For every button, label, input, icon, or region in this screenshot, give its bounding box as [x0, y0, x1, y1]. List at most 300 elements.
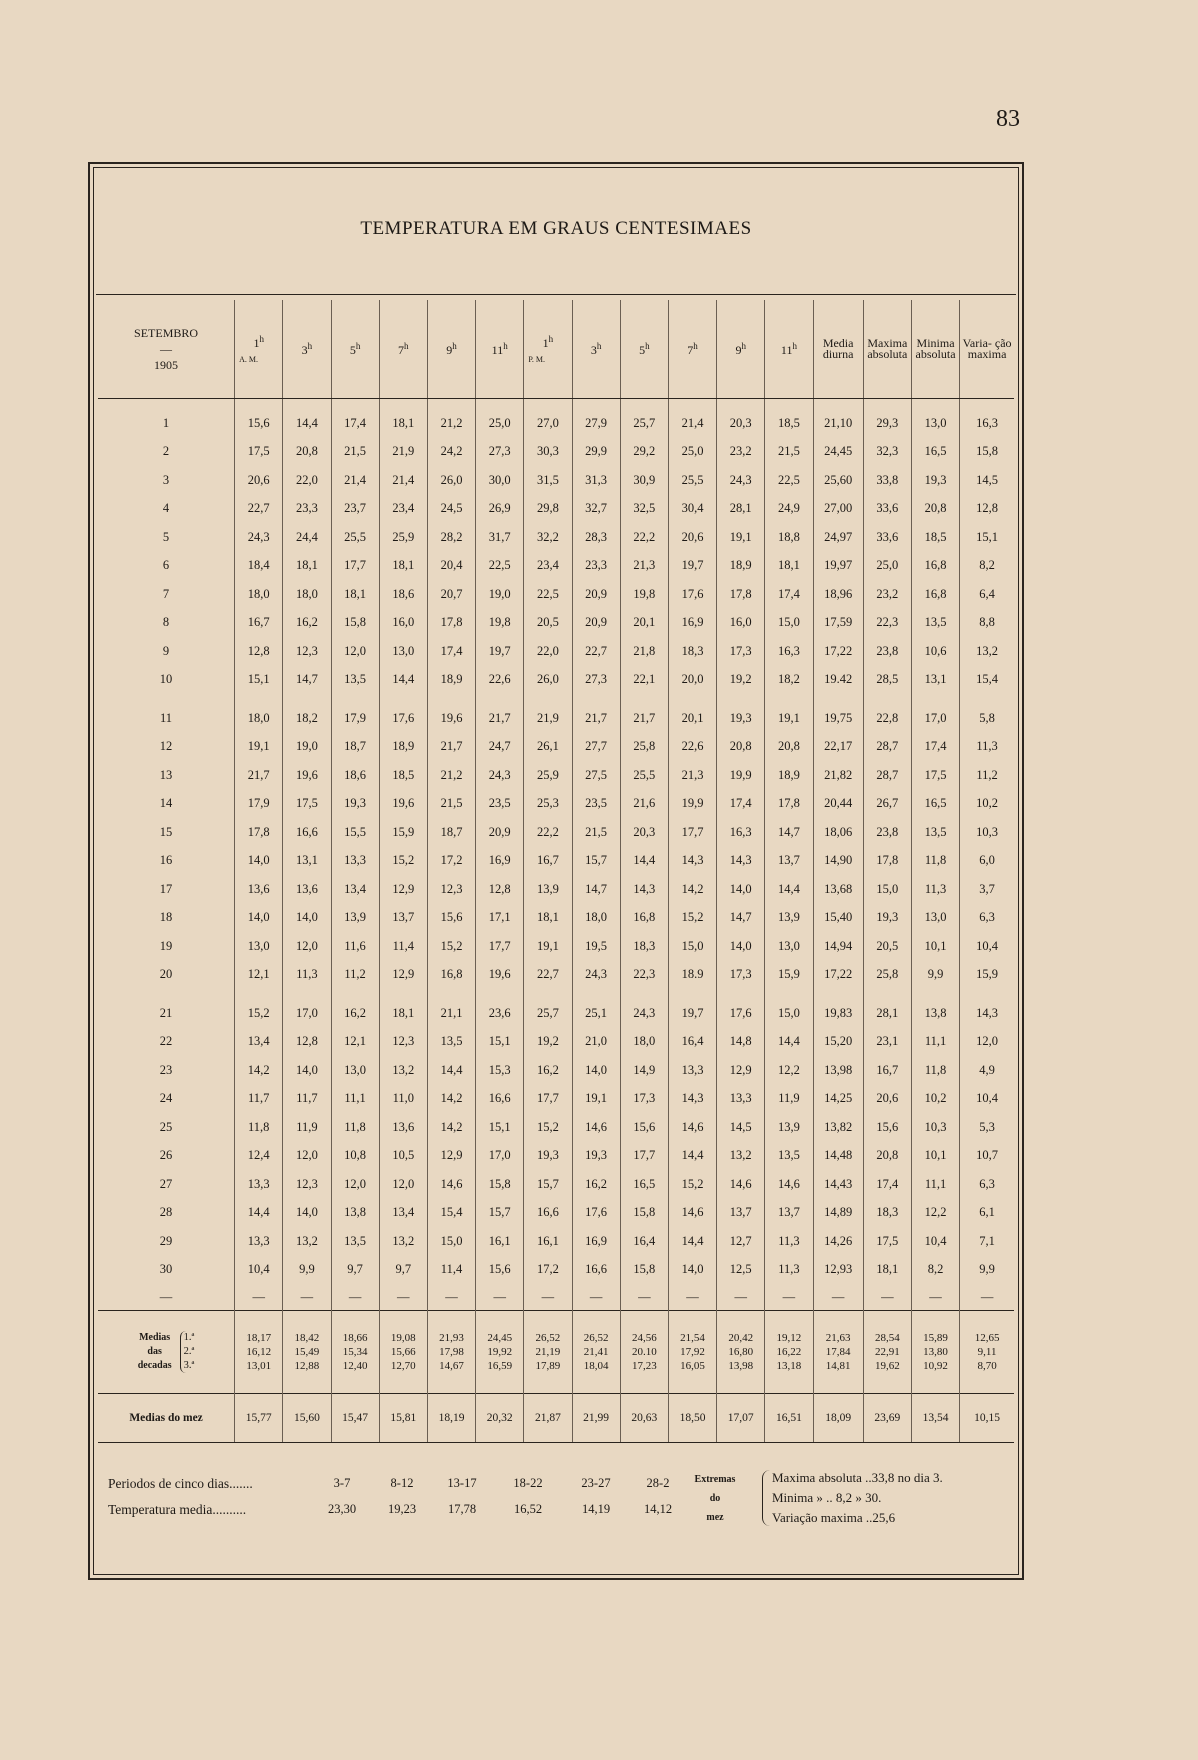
- value-cell: 15,6: [620, 1113, 668, 1142]
- spacer-cell: [668, 694, 716, 704]
- day-cell: 3: [162, 472, 170, 487]
- value-cell: 15,9: [960, 961, 1014, 990]
- value-cell: 23,3: [283, 495, 331, 524]
- value-cell: 10,7: [960, 1142, 1014, 1171]
- spacer-cell: [765, 694, 813, 704]
- day-cell: 5: [162, 529, 170, 544]
- value-cell: 11,3: [765, 1256, 813, 1285]
- hour-header: [427, 300, 475, 399]
- value-cell: 18,0: [235, 580, 283, 609]
- hour-number: 5: [639, 342, 646, 357]
- dash-cell: —: [524, 1284, 572, 1311]
- value-cell: 11,6: [331, 932, 379, 961]
- decade-value-cell: [283, 1311, 331, 1394]
- value-cell: 13,6: [283, 875, 331, 904]
- spacer-cell: [813, 694, 863, 704]
- value-cell: 11,7: [235, 1085, 283, 1114]
- decade-value-cell: [524, 1311, 572, 1394]
- value-cell: 10,4: [960, 1085, 1014, 1114]
- value-cell: 25,0: [863, 552, 911, 581]
- value-cell: 31,7: [476, 523, 524, 552]
- day-cell: 17: [159, 881, 173, 896]
- value-cell: 12,8: [235, 637, 283, 666]
- value-cell: 15,0: [765, 999, 813, 1028]
- spacer-cell: [572, 989, 620, 999]
- value-cell: 11,9: [765, 1085, 813, 1114]
- value-cell: 15,7: [572, 847, 620, 876]
- value-cell: 28,1: [863, 999, 911, 1028]
- value-cell: 16,9: [668, 609, 716, 638]
- value-cell: 33,6: [863, 523, 911, 552]
- value-cell: 11,8: [235, 1113, 283, 1142]
- table-row: [98, 1199, 1014, 1228]
- spacer-cell: [911, 989, 959, 999]
- value-cell: 27,3: [476, 438, 524, 467]
- value-cell: 15,1: [476, 1028, 524, 1057]
- table-body: [98, 399, 1014, 1443]
- value-cell: 15,2: [668, 1170, 716, 1199]
- value-cell: 31,5: [524, 466, 572, 495]
- value-cell: 24,7: [476, 733, 524, 762]
- spacer-cell: [331, 989, 379, 999]
- value-cell: 15,4: [960, 666, 1014, 695]
- value-cell: 18,2: [283, 704, 331, 733]
- value-cell: 9,9: [960, 1256, 1014, 1285]
- table-row: [98, 704, 1014, 733]
- value-cell: 19,3: [717, 704, 765, 733]
- decade-value: 24,56: [631, 1332, 657, 1344]
- value-cell: 32,2: [524, 523, 572, 552]
- value-cell: 17,8: [235, 818, 283, 847]
- value-cell: 18,7: [331, 733, 379, 762]
- decade-value-cell: [620, 1311, 668, 1394]
- spacer-cell: [620, 694, 668, 704]
- value-cell: 26,9: [476, 495, 524, 524]
- value-cell: 13,7: [765, 1199, 813, 1228]
- table-row: [98, 818, 1014, 847]
- hour-number: 5: [349, 342, 356, 357]
- day-cell: 19: [159, 938, 173, 953]
- value-cell: 25,5: [331, 523, 379, 552]
- hour-suffix: h: [355, 340, 361, 351]
- value-cell: 12,0: [283, 932, 331, 961]
- footer-summary: [108, 1464, 1008, 1544]
- value-cell: 25,5: [620, 761, 668, 790]
- value-cell: 23,2: [717, 438, 765, 467]
- hour-number: 1: [253, 336, 260, 350]
- hour-number: 9: [735, 342, 742, 357]
- month-mean-value: 16,51: [765, 1394, 813, 1443]
- hour-number: 3: [590, 342, 597, 357]
- month-mean-value: 20,32: [476, 1394, 524, 1443]
- value-cell: 24,3: [717, 466, 765, 495]
- value-cell: 16,2: [283, 609, 331, 638]
- value-cell: 14,0: [717, 875, 765, 904]
- hour-suffix: h: [693, 340, 698, 351]
- value-cell: 23,7: [331, 495, 379, 524]
- spacer-cell: [863, 399, 911, 410]
- value-cell: 12,1: [331, 1028, 379, 1057]
- value-cell: 18,0: [283, 580, 331, 609]
- value-cell: 11,3: [283, 961, 331, 990]
- value-cell: 33,8: [863, 466, 911, 495]
- value-cell: 18,5: [911, 523, 959, 552]
- value-cell: 17,3: [717, 637, 765, 666]
- value-cell: 12,8: [283, 1028, 331, 1057]
- dash-cell: —: [476, 1284, 524, 1311]
- value-cell: 10,2: [960, 790, 1014, 819]
- value-cell: 27,5: [572, 761, 620, 790]
- spacer-cell: [98, 989, 235, 999]
- value-cell: 17,4: [863, 1170, 911, 1199]
- decade-ordinal: 1.ª: [183, 1332, 195, 1343]
- value-cell: 25,0: [476, 409, 524, 438]
- value-cell: 10,1: [911, 932, 959, 961]
- value-cell: 21,3: [620, 552, 668, 581]
- decade-value: 21,41: [583, 1346, 609, 1358]
- value-cell: 12,0: [331, 1170, 379, 1199]
- decade-value: 16,12: [246, 1346, 272, 1358]
- dash-cell: —: [572, 1284, 620, 1311]
- decade-value: 20,42: [728, 1332, 754, 1344]
- decade-value: 17,92: [680, 1346, 705, 1358]
- value-cell: 23,1: [863, 1028, 911, 1057]
- value-cell: 15,4: [427, 1199, 475, 1228]
- period-temp-value: 14,19: [581, 1502, 611, 1516]
- value-cell: 6,0: [960, 847, 1014, 876]
- decade-ordinal: 2.ª: [183, 1346, 195, 1357]
- value-cell: 12,3: [379, 1028, 427, 1057]
- value-cell: 5,8: [960, 704, 1014, 733]
- value-cell: 13,7: [379, 904, 427, 933]
- table-row: [98, 1256, 1014, 1285]
- decade-value: 10,92: [923, 1360, 948, 1372]
- day-cell: 9: [162, 643, 170, 658]
- value-cell: 11,1: [911, 1170, 959, 1199]
- month-mean-row: [98, 1394, 1014, 1443]
- extreme-min: Minima » .. 8,2 » 30.: [772, 1490, 882, 1505]
- day-cell: 30: [159, 1262, 173, 1277]
- decade-value: 26,52: [535, 1332, 561, 1344]
- value-cell: 16,5: [911, 790, 959, 819]
- value-cell: 18,0: [620, 1028, 668, 1057]
- spacer-cell: [235, 399, 283, 410]
- value-cell: 17,8: [863, 847, 911, 876]
- value-cell: 21,9: [379, 438, 427, 467]
- value-cell: 13,7: [765, 847, 813, 876]
- period-value: 13-17: [447, 1476, 477, 1490]
- value-cell: 12,93: [813, 1256, 863, 1285]
- extreme-variation: Variação maxima ..25,6: [772, 1510, 896, 1525]
- value-cell: 17,5: [283, 790, 331, 819]
- spacer-cell: [283, 694, 331, 704]
- value-cell: 17,59: [813, 609, 863, 638]
- value-cell: 18,1: [524, 904, 572, 933]
- day-cell: 14: [159, 796, 173, 811]
- value-cell: 20,5: [863, 932, 911, 961]
- value-cell: 18,3: [668, 637, 716, 666]
- value-cell: 27,00: [813, 495, 863, 524]
- value-cell: 14,0: [235, 904, 283, 933]
- decade-value: 15,34: [342, 1346, 368, 1358]
- value-cell: 13,82: [813, 1113, 863, 1142]
- value-cell: 17,0: [911, 704, 959, 733]
- value-cell: 15,8: [620, 1199, 668, 1228]
- table-row: [98, 733, 1014, 762]
- month-label: SETEMBRO: [134, 326, 199, 340]
- table-row: [98, 637, 1014, 666]
- value-cell: 20,8: [283, 438, 331, 467]
- value-cell: 19,8: [620, 580, 668, 609]
- value-cell: 17,4: [765, 580, 813, 609]
- value-cell: 21,2: [427, 409, 475, 438]
- hour-number: 7: [687, 342, 694, 357]
- value-cell: 14,4: [235, 1199, 283, 1228]
- period-value: 28-2: [646, 1476, 670, 1490]
- period-value: 18-22: [513, 1476, 543, 1490]
- value-cell: 18,9: [427, 666, 475, 695]
- spacer-cell: [960, 694, 1014, 704]
- value-cell: 14,3: [668, 1085, 716, 1114]
- value-cell: 20,0: [668, 666, 716, 695]
- decade-value: 28,54: [874, 1332, 900, 1344]
- value-cell: 23,8: [863, 637, 911, 666]
- decade-value: 17,89: [535, 1360, 561, 1372]
- decade-value: 18,04: [583, 1360, 609, 1372]
- value-cell: 25,60: [813, 466, 863, 495]
- value-cell: 13,2: [717, 1142, 765, 1171]
- hour-suffix: h: [596, 340, 602, 351]
- value-cell: 11,3: [765, 1227, 813, 1256]
- value-cell: 20,9: [476, 818, 524, 847]
- value-cell: 23,3: [572, 552, 620, 581]
- value-cell: 25,5: [668, 466, 716, 495]
- hour-number: 11: [491, 342, 504, 357]
- value-cell: 14,7: [572, 875, 620, 904]
- value-cell: 15,6: [427, 904, 475, 933]
- value-cell: 19,1: [765, 704, 813, 733]
- value-cell: 13,6: [379, 1113, 427, 1142]
- value-cell: 15,1: [235, 666, 283, 695]
- value-cell: 15,1: [476, 1113, 524, 1142]
- value-cell: 14,0: [235, 847, 283, 876]
- day-cell: 7: [162, 586, 170, 601]
- spacer-cell: [960, 399, 1014, 410]
- value-cell: 25,8: [863, 961, 911, 990]
- value-cell: 14,2: [235, 1056, 283, 1085]
- value-cell: 5,3: [960, 1113, 1014, 1142]
- month-mean-value: 23,69: [863, 1394, 911, 1443]
- value-cell: 14,5: [960, 466, 1014, 495]
- hour-number: 7: [398, 342, 405, 357]
- hour-header: [524, 300, 572, 399]
- value-cell: 15,1: [960, 523, 1014, 552]
- decade-value: 15,66: [390, 1346, 416, 1358]
- decade-value: 24,45: [487, 1332, 513, 1344]
- value-cell: 28,7: [863, 761, 911, 790]
- value-cell: 9,7: [331, 1256, 379, 1285]
- value-cell: 33,6: [863, 495, 911, 524]
- day-cell: 6: [162, 558, 170, 573]
- day-cell: 4: [162, 501, 170, 516]
- value-cell: 20,1: [620, 609, 668, 638]
- value-cell: 25,8: [620, 733, 668, 762]
- day-cell: 20: [159, 967, 173, 982]
- spacer-cell: [283, 989, 331, 999]
- value-cell: 19,3: [911, 466, 959, 495]
- value-cell: 15,40: [813, 904, 863, 933]
- decade-ordinal: 3.ª: [183, 1360, 195, 1371]
- value-cell: 13,3: [235, 1227, 283, 1256]
- value-cell: 16,3: [765, 637, 813, 666]
- value-cell: 28,2: [427, 523, 475, 552]
- period-temp-value: 23,30: [327, 1502, 357, 1516]
- year-label: 1905: [154, 358, 179, 372]
- value-cell: 24,3: [235, 523, 283, 552]
- value-cell: 18,9: [717, 552, 765, 581]
- value-cell: 12,8: [960, 495, 1014, 524]
- value-cell: 13,0: [765, 932, 813, 961]
- day-cell: 23: [159, 1062, 173, 1077]
- value-cell: 15,8: [331, 609, 379, 638]
- value-cell: 13,2: [379, 1227, 427, 1256]
- value-cell: 16,0: [717, 609, 765, 638]
- spacer-cell: [960, 989, 1014, 999]
- decade-value: 12,88: [294, 1360, 320, 1372]
- value-cell: 13,5: [427, 1028, 475, 1057]
- value-cell: 12,9: [379, 961, 427, 990]
- hour-suffix: h: [452, 340, 457, 351]
- month-mean-value: 15,60: [283, 1394, 331, 1443]
- value-cell: 28,5: [863, 666, 911, 695]
- value-cell: 22,0: [524, 637, 572, 666]
- value-cell: 10,5: [379, 1142, 427, 1171]
- value-cell: 21,7: [620, 704, 668, 733]
- day-cell: 10: [159, 672, 173, 687]
- table-row: [98, 904, 1014, 933]
- value-cell: 11,2: [960, 761, 1014, 790]
- value-cell: 26,0: [427, 466, 475, 495]
- value-cell: 16,6: [524, 1199, 572, 1228]
- value-cell: 15,6: [235, 409, 283, 438]
- decade-label-word: Medias: [139, 1332, 171, 1343]
- value-cell: 17,7: [524, 1085, 572, 1114]
- value-cell: 17,8: [765, 790, 813, 819]
- value-cell: 3,7: [960, 875, 1014, 904]
- day-cell: 29: [159, 1233, 173, 1248]
- value-cell: 22,17: [813, 733, 863, 762]
- spacer-cell: [379, 399, 427, 410]
- value-cell: 13,2: [960, 637, 1014, 666]
- value-cell: 17,22: [813, 637, 863, 666]
- value-cell: 14,0: [668, 1256, 716, 1285]
- value-cell: 14,9: [620, 1056, 668, 1085]
- value-cell: 14,3: [960, 999, 1014, 1028]
- value-cell: 19,1: [524, 932, 572, 961]
- value-cell: 19,7: [476, 637, 524, 666]
- value-cell: 13,2: [283, 1227, 331, 1256]
- value-cell: 10,1: [911, 1142, 959, 1171]
- decade-value: 14,67: [439, 1360, 464, 1372]
- day-cell: 28: [159, 1205, 173, 1220]
- spacer-cell: [235, 989, 283, 999]
- value-cell: 18,9: [765, 761, 813, 790]
- hour-header: [476, 300, 524, 399]
- value-cell: 19,6: [283, 761, 331, 790]
- period-temp-value: 14,12: [643, 1502, 673, 1516]
- value-cell: 13,8: [331, 1199, 379, 1228]
- month-mean-value: 18,50: [668, 1394, 716, 1443]
- value-cell: 11,8: [911, 1056, 959, 1085]
- hour-number: 1: [542, 336, 549, 350]
- value-cell: 13,3: [717, 1085, 765, 1114]
- decade-value: 13,98: [728, 1360, 754, 1372]
- value-cell: 14,0: [572, 1056, 620, 1085]
- table-row: [98, 466, 1014, 495]
- value-cell: 25,9: [524, 761, 572, 790]
- month-mean-value: 10,15: [960, 1394, 1014, 1443]
- value-cell: 16,6: [476, 1085, 524, 1114]
- value-cell: 14,3: [620, 875, 668, 904]
- value-cell: 19,6: [427, 704, 475, 733]
- value-cell: 24,2: [427, 438, 475, 467]
- value-cell: 16,2: [572, 1170, 620, 1199]
- value-cell: 19,1: [717, 523, 765, 552]
- value-cell: 11,0: [379, 1085, 427, 1114]
- extremes-label-line: mez: [706, 1512, 724, 1523]
- day-cell: 13: [159, 767, 173, 782]
- value-cell: 15,6: [476, 1256, 524, 1285]
- decade-means-row: [98, 1311, 1014, 1394]
- hour-number: 11: [780, 342, 793, 357]
- value-cell: 14,6: [717, 1170, 765, 1199]
- value-cell: 12,5: [717, 1256, 765, 1285]
- value-cell: 12,3: [427, 875, 475, 904]
- value-cell: 20,9: [572, 580, 620, 609]
- value-cell: 18,6: [379, 580, 427, 609]
- table-row: [98, 790, 1014, 819]
- value-cell: 19,5: [572, 932, 620, 961]
- decade-value: 21,63: [825, 1332, 851, 1344]
- value-cell: 21,82: [813, 761, 863, 790]
- value-cell: 30,4: [668, 495, 716, 524]
- table-row: [98, 1227, 1014, 1256]
- decade-value: 19,12: [776, 1332, 802, 1344]
- value-cell: 20,6: [668, 523, 716, 552]
- value-cell: 10,8: [331, 1142, 379, 1171]
- value-cell: 17,9: [235, 790, 283, 819]
- spacer-cell: [717, 694, 765, 704]
- value-cell: 23,6: [476, 999, 524, 1028]
- value-cell: 15,5: [331, 818, 379, 847]
- value-cell: 21,10: [813, 409, 863, 438]
- spacer-row: [98, 694, 1014, 704]
- value-cell: 14,4: [620, 847, 668, 876]
- value-cell: 18,3: [620, 932, 668, 961]
- value-cell: 21,8: [620, 637, 668, 666]
- value-cell: 17,7: [620, 1142, 668, 1171]
- table-row: [98, 1170, 1014, 1199]
- value-cell: 21,5: [572, 818, 620, 847]
- decade-label-words: [138, 1331, 172, 1373]
- value-cell: 17,4: [911, 733, 959, 762]
- value-cell: 14,89: [813, 1199, 863, 1228]
- table-row: [98, 761, 1014, 790]
- hour-suffix: h: [404, 340, 409, 351]
- decade-value-cell: [476, 1311, 524, 1394]
- value-cell: 19,9: [668, 790, 716, 819]
- spacer-cell: [98, 399, 235, 410]
